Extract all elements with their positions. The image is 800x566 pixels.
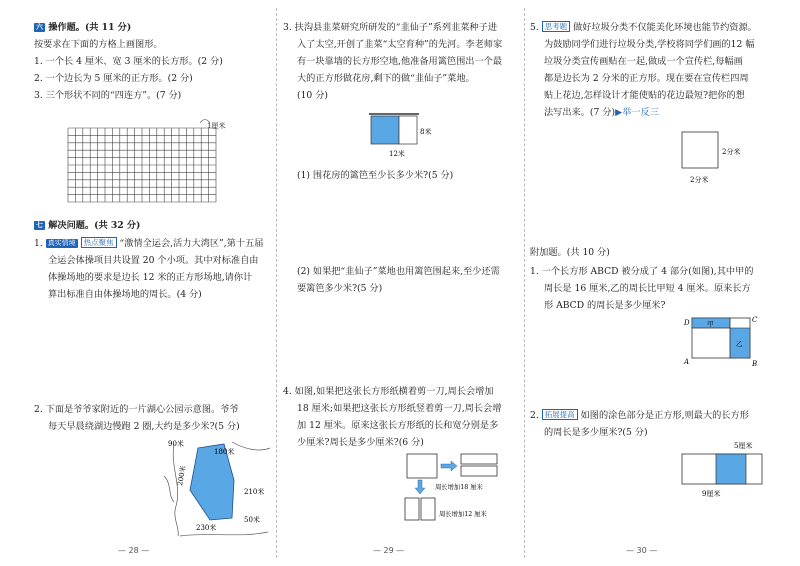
road-line <box>232 442 270 450</box>
section-7-heading <box>34 218 140 233</box>
question-3-2-line: (2) 如果把“韭仙子”菜地也用篱笆围起来,至少还需 <box>297 266 500 277</box>
page-number: — 30 — <box>626 546 658 555</box>
real-context-tag: 真实情境 <box>47 239 76 247</box>
bonus-1-line: 周长是 16 厘米,乙的周长比甲短 4 厘米。原来长方 <box>544 283 751 294</box>
extension-tag: 拓展提高 <box>542 409 578 420</box>
question-5-line: 5. 思考题 做好垃圾分类不仅能美化环境也能节约资源。 <box>530 22 757 33</box>
bottom-label: 2分米 <box>690 176 709 184</box>
horizontal-cut-label: 周长增加18 厘米 <box>435 484 483 491</box>
question-4-line: 加 12 厘米。原来这张长方形纸的长和宽分别是多 <box>297 420 499 431</box>
instruction: 按要求在下面的方格上画图形。 <box>34 39 163 50</box>
part-label: 乙 <box>736 340 743 348</box>
question-3-line: (10 分) <box>297 90 328 101</box>
hot-topic-tag: 热点聚焦 <box>81 237 117 248</box>
section-tag: 七 <box>36 221 43 229</box>
shaded-square <box>716 454 746 484</box>
paper-cut-figure <box>403 452 519 544</box>
bonus-1-line: 1. 一个长方形 ABCD 被分成了 4 部分(如图),其中甲的 <box>530 266 754 277</box>
bottom-label: 9厘米 <box>702 490 721 498</box>
road-line <box>180 532 268 536</box>
question-7-1-line: 全运会体操项目共设置 20 个小项。其中对标准自由 <box>48 255 259 266</box>
question-6-2: 2. 一个边长为 5 厘米的正方形。(2 分) <box>34 73 193 84</box>
lake-edge-label: 200米 <box>176 464 188 487</box>
link-label: 举一反三 <box>622 107 659 118</box>
question-3-1: (1) 围花房的篱笆至少长多少米?(5 分) <box>297 170 454 181</box>
question-5-line: 贴上花边,怎样设计才能使贴的花边最短?把你的想 <box>544 90 745 101</box>
side-label: 2分米 <box>722 148 741 156</box>
section-title: 操作题。(共 11 分) <box>48 22 132 33</box>
column-divider <box>276 8 277 558</box>
grid-unit-label: 1厘米 <box>207 122 226 130</box>
part-label: 甲 <box>707 320 714 328</box>
question-4-line: 18 厘米;如果把这张长方形纸竖着剪一刀,周长会增 <box>297 403 502 414</box>
question-3-2-line: 要篱笆多少米?(5 分) <box>297 283 383 294</box>
question-7-1-line: 体操场地的要求是边长 12 米的正方形场地,请你计 <box>48 272 253 283</box>
paper-original <box>407 454 437 478</box>
question-3-line: 3. 扶沟县韭菜研究所研发的“韭仙子”系列韭菜种子进 <box>283 22 498 33</box>
question-3-line: 入了太空,开创了韭菜“太空育种”的先河。李老师家 <box>297 39 503 50</box>
lake-edge-label: 50米 <box>244 516 260 524</box>
question-5-line: 为鼓励同学们进行垃圾分类,学校将同学们画的12 幅 <box>544 39 755 50</box>
thinking-tag: 思考题 <box>542 21 571 32</box>
question-7-2-line: 每天早晨绕湖边慢跑 2 圈,大约是多少米?(5 分) <box>48 421 240 432</box>
question-6-3: 3. 三个形状不同的“四连方”。(7 分) <box>34 90 182 101</box>
arrow-right-icon <box>441 461 457 471</box>
question-6-1: 1. 一个长 4 厘米、宽 3 厘米的长方形。(2 分) <box>34 56 223 67</box>
question-5-line <box>544 105 659 120</box>
road-line <box>173 444 178 536</box>
question-7-1-line: 1. 真实情境 热点聚焦 “激情全运会,活力大湾区”,第十五届 <box>34 238 264 249</box>
lake-park-map <box>160 436 272 538</box>
vertex-label: A <box>684 358 690 366</box>
lake-edge-label: 90米 <box>168 440 184 448</box>
question-3-line: 有一块靠墙的长方形空地,他准备用篱笆围出一个最 <box>297 56 503 67</box>
page-29 <box>283 0 518 566</box>
paper-piece <box>405 498 419 520</box>
lake-edge-label: 230米 <box>196 524 217 532</box>
arrow-down-icon <box>415 480 425 494</box>
question-5-line: 垃圾分类宣传画贴在一起,做成一个宣传栏,每幅画 <box>544 56 743 67</box>
question-3-line: 大的正方形做花房,剩下的做“韭仙子”菜地。 <box>297 73 475 84</box>
paper-piece <box>461 466 497 476</box>
bonus-heading: 附加题。(共 10 分) <box>530 247 610 258</box>
bonus-1-line: 形 ABCD 的周长是多少厘米? <box>544 300 666 311</box>
poster-square-figure <box>678 128 758 192</box>
section-tag: 六 <box>36 23 43 31</box>
vertex-label: B <box>752 360 758 368</box>
rectangle-abcd-figure <box>682 312 762 372</box>
paper-piece <box>421 498 435 520</box>
paper-piece <box>461 454 497 464</box>
bonus-2-line: 2. 拓展提高 如图的涂色部分是正方形,则最大的长方形 <box>530 410 749 421</box>
page-30 <box>530 0 800 566</box>
garden-figure <box>367 112 447 164</box>
page-number: — 28 — <box>118 546 150 555</box>
lake-edge-label: 210米 <box>244 488 265 496</box>
question-7-1-line: 算出标准自由体操场地的周长。(4 分) <box>48 289 202 300</box>
square-rectangle-figure <box>676 440 776 504</box>
vertical-cut-label: 周长增加12 厘米 <box>439 511 487 518</box>
drawing-grid <box>0 0 270 230</box>
poster-square <box>682 132 718 168</box>
vegetable-plot <box>399 116 417 144</box>
bonus-2-line: 的周长是多少厘米?(5 分) <box>544 427 648 438</box>
page-number: — 29 — <box>373 546 405 555</box>
question-5-line: 都是边长为 2 分米的正方形。现在要在宣传栏四周 <box>544 73 749 84</box>
page-28 <box>0 0 270 566</box>
vertex-label: C <box>752 316 758 324</box>
related-exercises-link[interactable]: ▶举一反三 <box>615 107 659 118</box>
question-4-line: 4. 如图,如果把这张长方形纸横着剪一刀,周长会增加 <box>283 386 494 397</box>
vertex-label: D <box>684 319 690 327</box>
flower-house-square <box>371 116 399 144</box>
width-label: 8米 <box>420 128 432 136</box>
column-divider <box>524 8 525 558</box>
lake-edge-label: 180米 <box>214 448 235 456</box>
section-title: 解决问题。(共 32 分) <box>48 220 141 231</box>
top-label: 5厘米 <box>734 442 753 450</box>
road-line <box>164 476 174 502</box>
length-label: 12米 <box>389 150 405 158</box>
question-4-line: 少厘米?周长是多少厘米?(6 分) <box>297 437 424 448</box>
question-5-text: 法写出来。(7 分) <box>544 107 616 118</box>
question-7-2-line: 2. 下面是爷爷家附近的一片湖心公园示意图。爷爷 <box>34 404 239 415</box>
